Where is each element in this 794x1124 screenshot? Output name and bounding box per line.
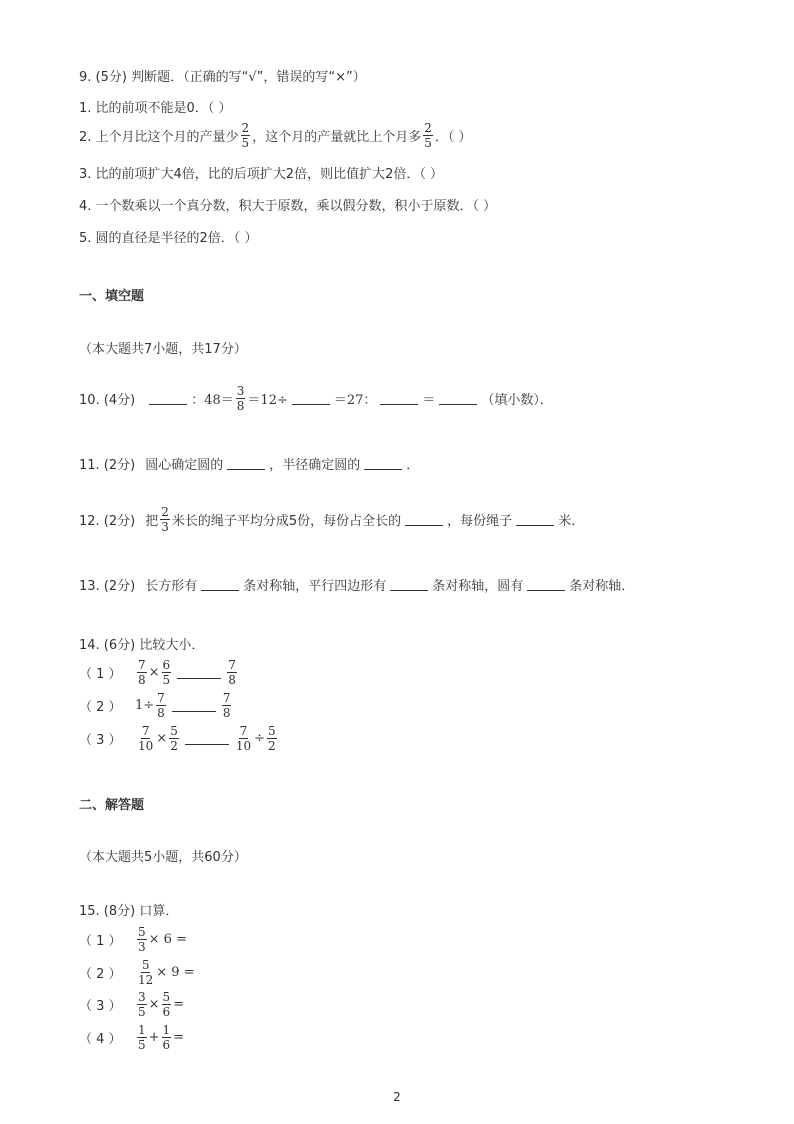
section-2-heading-text: 二、解答题 <box>79 798 145 813</box>
q9-statement-5 <box>79 227 257 246</box>
answer-blank[interactable] <box>227 457 265 470</box>
section-2-note-text: （本大题共5小题，共60分） <box>79 850 247 865</box>
denominator: 6 <box>162 1005 171 1019</box>
q11-part-3: ． <box>406 458 420 473</box>
q10 <box>79 385 553 412</box>
q11 <box>79 454 419 473</box>
numerator: 7 <box>228 658 236 672</box>
denominator: 8 <box>222 706 231 720</box>
numerator: 2 <box>161 505 169 519</box>
numerator: 7 <box>141 724 150 738</box>
fraction <box>137 926 147 953</box>
q9-s2-part-c: ．（ ） <box>434 130 472 145</box>
denominator: 10 <box>138 739 154 753</box>
numerator: 1 <box>162 1023 171 1037</box>
page-number: 2 <box>393 1090 401 1104</box>
expression-rest: × 6 = <box>148 932 187 947</box>
section-1-heading-text: 一、填空题 <box>79 289 145 304</box>
fraction <box>137 659 147 686</box>
item-label: （ 1 ） <box>79 934 122 949</box>
item-label: （ 2 ） <box>79 967 122 982</box>
q12-part-2: ，每份绳子 <box>447 514 513 529</box>
fraction <box>137 959 154 986</box>
section-1-note-text: （本大题共7小题，共17分） <box>79 342 247 357</box>
fraction <box>235 725 252 752</box>
q9-statement-3 <box>79 163 443 182</box>
operator: + <box>148 1030 160 1045</box>
q9-statement-2 <box>79 122 471 149</box>
q14-item-3 <box>79 725 279 752</box>
fraction <box>169 725 179 752</box>
denominator: 6 <box>162 1038 171 1052</box>
item-label: （ 3 ） <box>79 733 122 748</box>
answer-blank[interactable] <box>292 392 330 405</box>
operator: × <box>156 731 168 746</box>
answer-blank[interactable] <box>527 578 565 591</box>
operator: ÷ <box>254 731 266 746</box>
denominator: 3 <box>161 520 169 534</box>
q14-item-1 <box>79 659 239 686</box>
section-2-note <box>79 846 247 865</box>
fraction <box>162 991 172 1018</box>
denominator: 2 <box>170 739 178 753</box>
q9-s2-part-a: 2. 上个月比这个月的产量少 <box>79 130 239 145</box>
q12-part-1: 米长的绳子平均分成5份，每份占全长的 <box>171 514 402 529</box>
q15-item-3 <box>79 991 184 1018</box>
fraction <box>137 991 147 1018</box>
q15-title <box>79 900 178 919</box>
answer-blank[interactable] <box>201 578 239 591</box>
expression-rest: = <box>173 1030 185 1045</box>
q11-number: 11. (2分) <box>79 458 136 473</box>
q14-title <box>79 634 204 653</box>
fraction <box>162 1024 172 1051</box>
numerator: 5 <box>141 958 150 972</box>
denominator: 5 <box>424 136 432 150</box>
q10-part-4: ＝ <box>422 393 436 408</box>
answer-blank[interactable] <box>172 699 216 712</box>
answer-blank[interactable] <box>185 732 229 745</box>
q15-item-1 <box>79 926 187 953</box>
section-1-note <box>79 338 247 357</box>
answer-blank[interactable] <box>149 392 187 405</box>
numerator: 5 <box>268 724 276 738</box>
denominator: 5 <box>138 1038 146 1052</box>
denominator: 5 <box>138 1005 146 1019</box>
q9-s2-part-b: ，这个月的产量就比上个月多 <box>252 130 422 145</box>
fraction <box>423 122 433 149</box>
q9-statement-1 <box>79 97 231 116</box>
operator: × <box>148 665 160 680</box>
numerator: 7 <box>138 658 146 672</box>
q9-s1-text: 1. 比的前项不能是0．（ ） <box>79 101 232 116</box>
fraction <box>162 659 172 686</box>
expression-rest: × 9 = <box>156 965 195 980</box>
fraction <box>241 122 251 149</box>
q10-part-5: （填小数）． <box>481 393 553 408</box>
denominator: 8 <box>138 673 146 687</box>
denominator: 8 <box>157 706 165 720</box>
q14-title-text: 14. (6分) 比较大小． <box>79 638 205 653</box>
q14-item-2 <box>79 692 233 719</box>
answer-blank[interactable] <box>516 513 554 526</box>
q13-part-2: 条对称轴，平行四边形有 <box>243 579 387 594</box>
q12 <box>79 506 584 533</box>
answer-blank[interactable] <box>390 578 428 591</box>
q13-part-4: 条对称轴． <box>569 579 635 594</box>
numerator: 3 <box>138 990 146 1004</box>
q10-number: 10. (4分) <box>79 393 136 408</box>
fraction <box>227 659 237 686</box>
q9-title-text: 9. (5分) 判断题．（正确的写“√”，错误的写“×”） <box>79 70 366 85</box>
q15-item-2 <box>79 959 195 986</box>
q13-part-3: 条对称轴，圆有 <box>432 579 524 594</box>
denominator: 10 <box>235 739 252 753</box>
q11-part-1: 圆心确定圆的 <box>145 458 224 473</box>
fraction <box>137 725 154 752</box>
q11-part-2: ，半径确定圆的 <box>269 458 361 473</box>
section-2-heading <box>79 794 144 813</box>
q13-part-1: 长方形有 <box>145 579 198 594</box>
q10-part-1: ：48＝ <box>191 393 234 408</box>
denominator: 2 <box>268 739 276 753</box>
lead-term: 1÷ <box>135 698 155 713</box>
item-label: （ 3 ） <box>79 999 122 1014</box>
denominator: 8 <box>228 673 236 687</box>
fraction <box>160 506 170 533</box>
q10-part-2: ＝12÷ <box>247 393 288 408</box>
q9-statement-4 <box>79 195 496 214</box>
q12-part-3: 米． <box>558 514 585 529</box>
q9-s3-text: 3. 比的前项扩大4倍，比的后项扩大2倍，则比值扩大2倍．（ ） <box>79 167 443 182</box>
item-label: （ 2 ） <box>79 700 122 715</box>
fraction <box>156 692 166 719</box>
numerator: 5 <box>170 724 178 738</box>
fraction <box>267 725 277 752</box>
answer-blank[interactable] <box>439 392 477 405</box>
q9-title <box>79 66 366 85</box>
denominator: 8 <box>236 399 245 413</box>
q12-number: 12. (2分) <box>79 514 136 529</box>
numerator: 6 <box>162 658 171 672</box>
fraction <box>137 1024 147 1051</box>
q13-number: 13. (2分) <box>79 579 136 594</box>
q15-item-4 <box>79 1024 184 1051</box>
q13 <box>79 575 634 594</box>
answer-blank[interactable] <box>177 666 221 679</box>
numerator: 5 <box>162 990 171 1004</box>
q10-part-3: ＝27： <box>333 393 377 408</box>
fraction <box>222 692 232 719</box>
numerator: 7 <box>239 724 248 738</box>
answer-blank[interactable] <box>405 513 443 526</box>
section-1-heading <box>79 285 144 304</box>
answer-blank[interactable] <box>364 457 402 470</box>
expression-rest: = <box>173 997 185 1012</box>
q15-title-text: 15. (8分) 口算． <box>79 904 179 919</box>
numerator: 5 <box>138 925 146 939</box>
numerator: 2 <box>241 121 250 135</box>
denominator: 12 <box>138 973 154 987</box>
q9-s4-text: 4. 一个数乘以一个真分数，积大于原数，乘以假分数，积小于原数．（ ） <box>79 199 497 214</box>
numerator: 7 <box>157 691 165 705</box>
denominator: 3 <box>138 940 146 954</box>
answer-blank[interactable] <box>380 392 418 405</box>
operator: × <box>148 997 160 1012</box>
denominator: 5 <box>241 136 250 150</box>
fraction <box>236 385 246 412</box>
numerator: 1 <box>138 1023 146 1037</box>
numerator: 2 <box>424 121 432 135</box>
numerator: 3 <box>236 384 245 398</box>
numerator: 7 <box>222 691 231 705</box>
denominator: 5 <box>162 673 171 687</box>
item-label: （ 4 ） <box>79 1032 122 1047</box>
q9-s5-text: 5. 圆的直径是半径的2倍．（ ） <box>79 231 258 246</box>
item-label: （ 1 ） <box>79 667 122 682</box>
q12-part-0: 把 <box>145 514 159 529</box>
